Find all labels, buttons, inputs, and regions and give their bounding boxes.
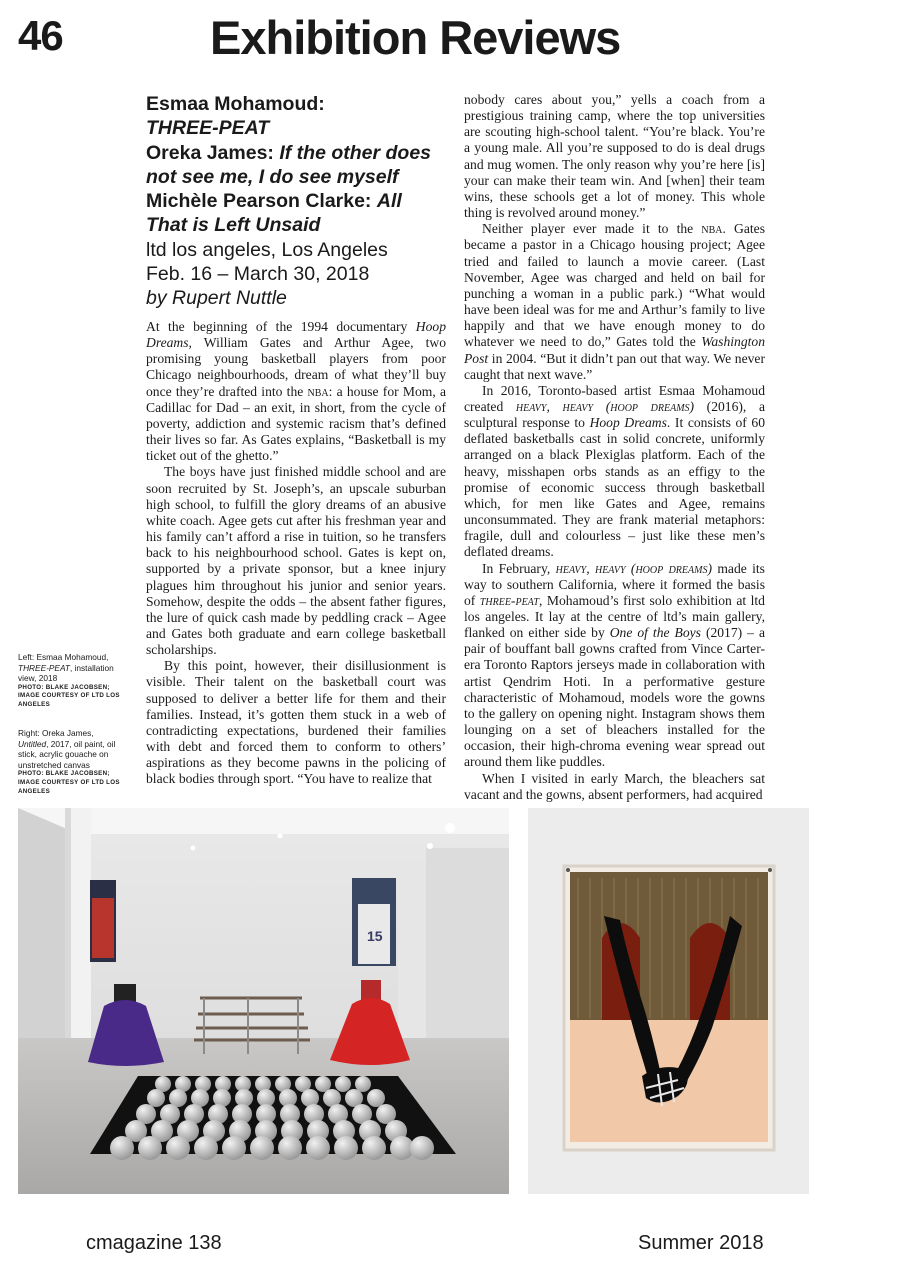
caption-right: Right: Oreka James, Untitled, 2017, oil paint, oil stick, acrylic gouache on unstretched canvas PHOTO: BLAKE JACOBSEN; IMAGE COURTESY OF LTD LOS ANGELES	[18, 728, 126, 796]
artist-3: Michèle Pearson Clarke:	[146, 190, 377, 213]
photo-credit: PHOTO: BLAKE JACOBSEN; IMAGE COURTESY OF LTD LOS ANGELES	[18, 770, 120, 795]
painting-photo	[528, 808, 809, 1194]
section-title: Exhibition Reviews	[210, 11, 621, 64]
venue: ltd los angeles, Los Angeles	[146, 238, 388, 261]
footer-issue: Summer 2018	[638, 1232, 764, 1254]
review-header	[146, 92, 446, 311]
paragraph: At the beginning of the 1994 documentary Hoop Dreams, William Gates and Arthur Agee, two promising young basketball players from poor Chicago neighbourhoods, dream of what they’ll buy once they’re drafted into the nba: a house for Mom, a Cadillac for Dad – an exit, in short, from the cycle of poverty, addiction and systemic racism that’s defined their lives so far. As Gates explains, “Basketball is my ticket out of the ghetto.”	[146, 319, 446, 464]
paragraph: In February, heavy, heavy (hoop dreams) made its way to southern California, where it formed the basis of three-peat, Mohamoud’s first solo exhibition at ltd los angeles. It lay at the centre of ltd’s main gallery, flanked on either side by One of the Boys (2017) – a pair of bouffant ball gowns crafted from Vince Carter-era Toronto Raptors jerseys made in collaboration with artist Qendrim Hoti. In a performative gesture characteristic of Mohamoud, models wore the gowns to the gallery on opening night. Instagram shows them lounging on a set of bleachers installed for the occasion, their high-chroma evening wear spread out around them like puddles.	[464, 560, 765, 770]
artist-1: Esmaa Mohamoud:	[146, 93, 325, 115]
page-number: 46	[18, 12, 63, 59]
body-column-right	[464, 92, 765, 803]
paragraph: Neither player ever made it to the nba. Gates became a pastor in a Chicago housing project; Agee tried and failed to launch a movie career. (Last November, Agee was charged and held on bail for punching a woman in a public park.) “What would have been ideal was for me and Arthur’s family to live happily and that we have enough money to do whatever we need to do,” Gates told the Washington Post in 2004. “But it didn’t pan out that way. We never caught that next wave.”	[464, 221, 766, 382]
photo-credit: PHOTO: BLAKE JACOBSEN; IMAGE COURTESY OF LTD LOS ANGELES	[18, 683, 120, 708]
artist-2-line	[146, 141, 446, 190]
paragraph: The boys have just finished middle school and are soon recruited by St. Joseph’s, an upscale suburban high school, to fulfill the glory dreams of an abusive white coach. Agee gets cut after his freshman year and his family can’t afford a rise in tuition, so he transfers back to his neighbourhood school. Gates is kept on, supported by a private sponsor, but a knee injury plagues him throughout his junior and senior years. Somehow, despite the odds – the absent father figures, the lure of quick cash made by peddling crack – Agee and Gates both graduate and earn college basketball scholarships.	[146, 464, 446, 658]
exhibition-title-1: THREE-PEAT	[146, 117, 270, 140]
exhibition-dates: Feb. 16 – March 30, 2018	[146, 263, 370, 286]
artist-2: Oreka James:	[146, 141, 280, 164]
paragraph: When I visited in early March, the bleachers sat vacant and the gowns, absent performers, had acquired	[464, 770, 765, 802]
exhibition-title-2: If the other does not see me, I do see myself	[146, 141, 432, 188]
jersey-number: 15	[367, 928, 383, 944]
paragraph: By this point, however, their disillusionment is visible. Their talent on the basketball court was supposed to deliver a better life for them and their families. Instead, it’s gotten them stuck in a web of contradicting expectations, burdened their families with debt and forced them to conform to others’ aspirations as they become pawns in the policing of black bodies through sport. “You have to realize that	[146, 658, 446, 787]
body-column-left	[146, 319, 446, 788]
footer-magazine: cmagazine 138	[86, 1232, 222, 1254]
installation-photo	[18, 808, 509, 1194]
paragraph: nobody cares about you,” yells a coach from a prestigious training camp, where the top universities are scouting high-school talent. “You’re black. You’re a young male. All you’re supposed to do is deal drugs and mug women. The only reason why you’re here [is] your can make their team win. And [when] their team wins, these schools get a lot of money. This whole thing is revolved around money.”	[464, 92, 765, 221]
artist-3-line	[146, 189, 446, 238]
byline: by Rupert Nuttle	[146, 287, 287, 310]
exhibition-title-3: All That is Left Unsaid	[146, 190, 402, 237]
caption-left: Left: Esmaa Mohamoud, THREE-PEAT, installation view, 2018 PHOTO: BLAKE JACOBSEN; IMAGE COURTESY OF LTD LOS ANGELES	[18, 652, 126, 710]
paragraph: In 2016, Toronto-based artist Esmaa Mohamoud created heavy, heavy (hoop dreams) (2016), a sculptural response to Hoop Dreams. It consists of 60 deflated basketballs cast in solid concrete, uniformly arranged on a black Plexiglas platform. Each of the heavy, misshapen orbs stands as an effigy to the promise of economic success through basketball which, for men like Gates and Agee, remains unconsummated. They are frank material metaphors: fragile, dull and colourless – just like these men’s deflated dreams.	[464, 382, 765, 560]
